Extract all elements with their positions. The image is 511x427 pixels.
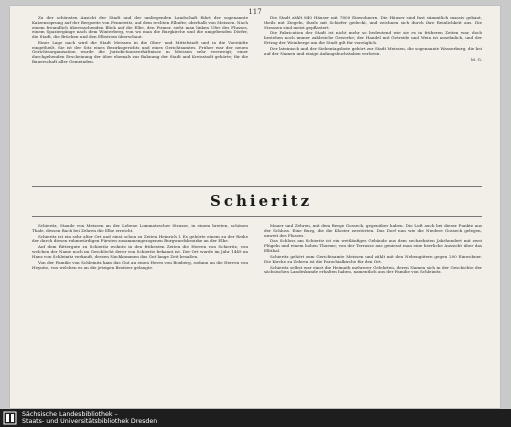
footer-text bbox=[22, 411, 157, 426]
paragraph: Schieritz gehört zum Gerichtsamte Meissen und zählt mit den Nebengütern gegen 200 Einwohner. Die Kirche zu Zehren ist die Parochialkirche für den Ort. bbox=[264, 253, 482, 264]
paragraph: Der lateinisch und der Siebentagsbote gehört zur Stadt Meissen, die sogenannte Wasserburg, die bei auf der Namen und einige Anfangsbuchstaben verloren. bbox=[264, 45, 482, 56]
divider-line bbox=[32, 216, 482, 217]
section-title: Schieritz bbox=[210, 192, 313, 210]
paragraph: Schieritz ist ein sehr alter Ort und einst schon zu Zeiten Heinrich I. Es gehörte einem zu der Reihe der durch diesen ruhmwürdigen Fürsten zusammengezogenen Burgwardsbezirke an der Elbe. bbox=[32, 233, 248, 244]
library-footer-bar bbox=[0, 409, 511, 427]
library-logo-icon bbox=[3, 411, 17, 425]
paragraph: Schieritz, Staude von Meissen an der Lebene Lommatzscher Strasse, in einem breiten, schönen Thale, dessen Bach bei Zehren die Elbe erreicht. bbox=[32, 223, 248, 233]
book-page bbox=[10, 6, 500, 408]
paragraph: Mauer und Zehren, mit dem Berge Gosseck, gegenüber haben. Die Luft auch bei dieser Punkte aus der Schloss. Eine Burg, die die Kloster zerstörten. Das Dorf nun wie die Niedere Gosseck gelegen, unweit des Flusses. bbox=[264, 223, 482, 238]
column-top-right bbox=[264, 16, 482, 64]
footer-line-1: Sächsische Landesbibliothek – bbox=[22, 411, 118, 418]
paragraph: Die Fabrication der Stadt ist nicht mehr so bedeutend wie sie es in früheren Zeiten war, doch bestehen noch immer zahlreiche Gewerbe; der Handel mit Getreide und Wein ist ansehnlich, und der Ertrag der Weinberge um die Stadt gilt für vorzüglich. bbox=[264, 30, 482, 45]
column-bottom-right bbox=[264, 224, 482, 276]
paragraph: Die Stadt zählt 840 Häuser mit 7800 Einwohnern. Die Häuser sind fast sämmtlich massiv gebaut, theils mit Ziegeln, theils mit Schiefer gedeckt, und zeichnen sich durch ihre Reinlichkeit aus. Die Strassen sind meist gepflastert. bbox=[264, 15, 482, 30]
author-signature: M. G. bbox=[470, 56, 482, 62]
footer-line-2: Staats- und Universitätsbibliothek Dresden bbox=[22, 418, 158, 426]
divider-line bbox=[32, 186, 482, 187]
paragraph: Einer Lage nach wird die Stadt Meissen in die Ober- und Mittelstadt und in die Vorstädte eingetheilt. Sie ist der Sitz eines Bezirksgerichts und eines Gerichtsamtes. Früher war der neuen Gerichtsorganisation wurde die Jurisdictionsverhältnisse in Meissen sehr verzweigt; einer durchgehenden Erscheinung der über ehemals zur Bahnung der Stadt und Kreisstadt gehörte; für die Bauerschaft aller Gemeinden. bbox=[32, 39, 248, 64]
column-bottom-left bbox=[32, 224, 248, 272]
page-number: 117 bbox=[248, 8, 262, 16]
paragraph: Von der Familie von Schleinitz kam das Gut an einen Herrn von Boxberg, sodann an die Herren von Heynitz, von welchen es an die jetzigen Besitzer gelangte. bbox=[32, 259, 248, 270]
paragraph: Auf dem Rittergute zu Schieritz wohnte in den frühesten Zeiten die Herren von Schieritz, von welchen der Name noch im Geschlecht derer von Schieritz bekannt ist. Der Ort wurde im Jahr 1449 an Hans von Schleinitz verkauft, dessen Nachkommen das Gut lange Zeit besaßen. bbox=[32, 244, 248, 259]
paragraph: Das Schloss am Schieritz ist ein weitläufiges Gebäude aus dem sechzehnten Jahrhundert mit zwei Flügeln und einem hohen Thurme; von der Terrasse aus geniesst man eine herrliche Aussicht über das Elbthal. bbox=[264, 238, 482, 253]
paragraph: Schieritz selbst war einst die Heimath mehrerer Gelehrten, deren Namen sich in der Geschichte der sächsischen Landeskunde erhalten haben, namentlich aus der Familie von Schleinitz. bbox=[264, 264, 482, 275]
paragraph: Zu der schönsten Ansicht der Stadt und der umliegenden Landschaft führt der sogenannte Katzenssprung auf der Bergseite von Pennewitz, auf dem rechten Elbufer, oberhalb von Meissen. Nach einem freundlich überraschenden Blick auf die Elbe, den Pirmer, sieht man linken Ufer des Flusses, einem Spaziergänge nach dem Winterberg, von wo man die Burgkirche und die umgebenden Dörfer, die Stadt, die Brücken und den Elbstrom überschaut. bbox=[32, 15, 248, 39]
column-top-left bbox=[32, 16, 248, 66]
